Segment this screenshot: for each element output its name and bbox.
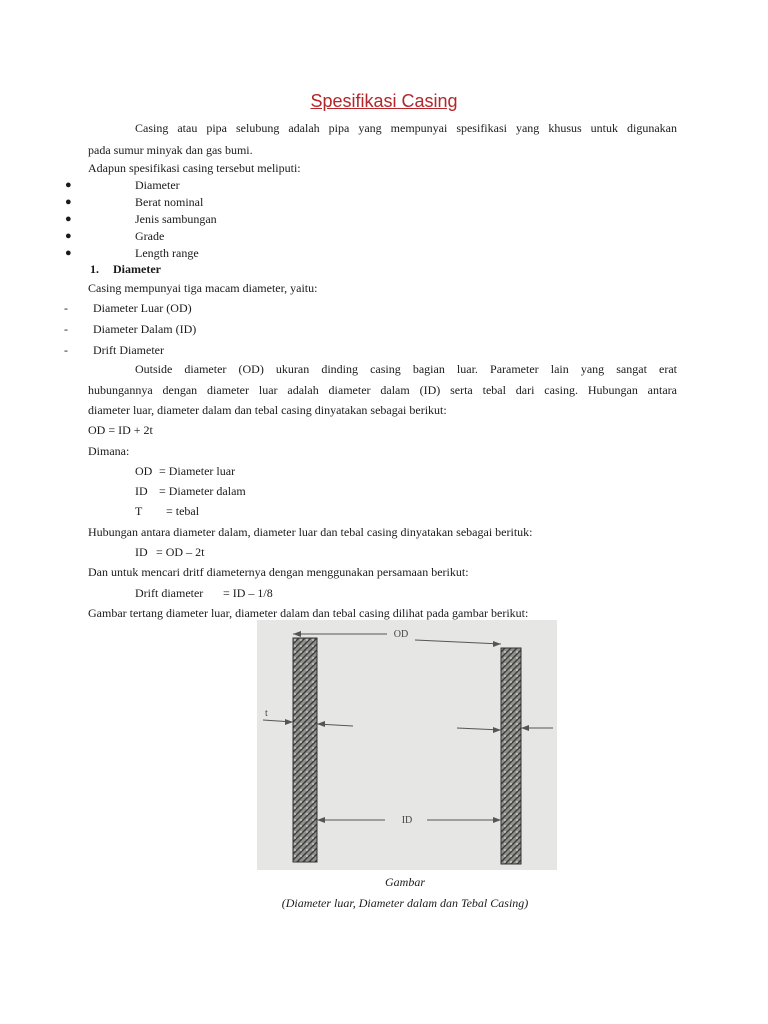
section-heading: Diameter — [113, 262, 161, 276]
formula-id-rhs: = OD – 2t — [156, 545, 205, 559]
bullet-text: Diameter — [135, 178, 180, 192]
dash-marker: - — [64, 301, 68, 315]
bullet-text: Grade — [135, 229, 165, 243]
paragraph-line-1: Outside diameter (OD) ukuran dinding casing bagian luar. Parameter lain yang sangat erat — [135, 362, 677, 376]
bullet-text: Berat nominal — [135, 195, 204, 209]
label-id: ID — [401, 815, 413, 826]
bullet-icon: ● — [65, 196, 72, 208]
dash-item: Diameter Luar (OD) — [93, 301, 192, 315]
label-t: t — [265, 708, 268, 719]
label-od: OD — [393, 629, 409, 640]
intro-paragraph-2: Adapun spesifikasi casing tersebut meliputi: — [88, 161, 301, 175]
bullet-icon: ● — [65, 179, 72, 191]
def-symbol: T — [135, 504, 143, 518]
def-symbol: OD — [135, 464, 153, 478]
def-text: = tebal — [166, 504, 200, 518]
formula-id-symbol: ID — [135, 545, 148, 559]
dash-marker: - — [64, 322, 68, 336]
section-lead: Casing mempunyai tiga macam diameter, yaitu: — [88, 281, 318, 295]
formula-drift-rhs: = ID – 1/8 — [223, 586, 273, 600]
paragraph-line-3: diameter luar, diameter dalam dan tebal casing dinyatakan sebagai berikut: — [88, 403, 447, 417]
page-title: Spesifikasi Casing — [310, 91, 458, 111]
def-text: = Diameter luar — [159, 464, 236, 478]
def-symbol: ID — [135, 484, 148, 498]
bullet-text: Jenis sambungan — [135, 212, 217, 226]
caption-title: Gambar — [384, 875, 425, 889]
def-text: = Diameter dalam — [159, 484, 246, 498]
section-number: 1. — [90, 262, 99, 276]
relation-text: Hubungan antara diameter dalam, diameter luar dan tebal casing dinyatakan sebagai berituk: — [88, 525, 533, 539]
dash-item: Drift Diameter — [93, 343, 164, 357]
where-label: Dimana: — [88, 444, 130, 458]
right-wall — [501, 648, 521, 864]
formula-od: OD = ID + 2t — [88, 423, 153, 437]
caption-text: (Diameter luar, Diameter dalam dan Tebal Casing) — [281, 896, 529, 910]
intro-line-1: Casing atau pipa selubung adalah pipa yang mempunyai spesifikasi yang khusus untuk digunakan — [135, 121, 677, 135]
intro-line-2: pada sumur minyak dan gas bumi. — [88, 143, 253, 157]
bullet-text: Length range — [135, 246, 199, 260]
left-wall — [293, 638, 317, 862]
dash-marker: - — [64, 343, 68, 357]
paragraph-line-2: hubungannya dengan diameter luar adalah diameter dalam (ID) serta tebal dari casing. Hubungan antara — [88, 383, 677, 397]
figure-intro: Gambar tertang diameter luar, diameter dalam dan tebal casing dilihat pada gambar berikut: — [88, 606, 529, 620]
casing-diagram — [257, 620, 557, 870]
drift-intro: Dan untuk mencari dritf diameternya dengan menggunakan persamaan berikut: — [88, 565, 469, 579]
casing-diagram-svg — [257, 620, 557, 870]
bullet-icon: ● — [65, 213, 72, 225]
bullet-icon: ● — [65, 230, 72, 242]
formula-drift-symbol: Drift diameter — [135, 586, 204, 600]
bullet-icon: ● — [65, 247, 72, 259]
dash-item: Diameter Dalam (ID) — [93, 322, 197, 336]
